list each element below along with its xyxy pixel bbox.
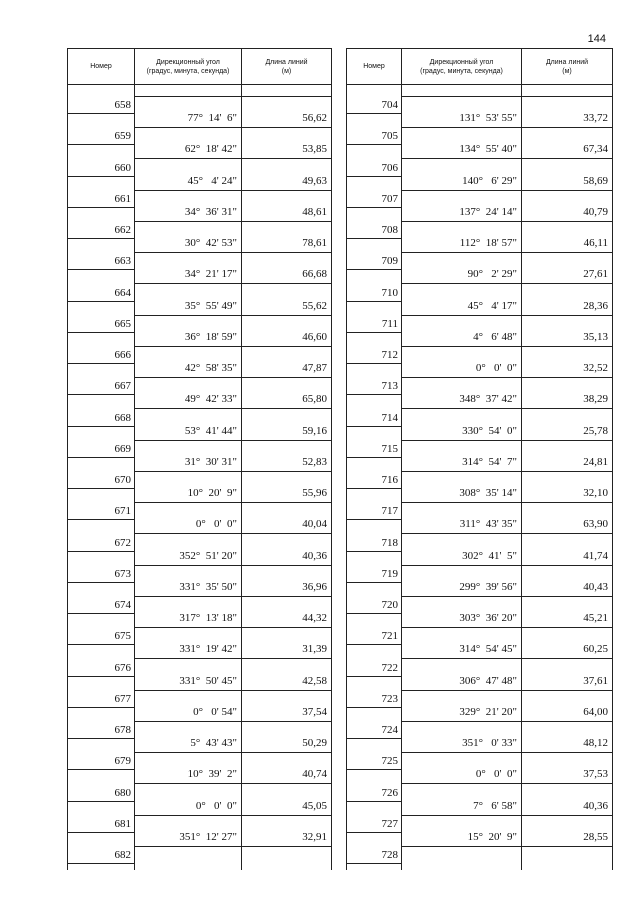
direction-angle: 15° 20' 9"	[467, 830, 517, 843]
point-row-line	[68, 176, 134, 177]
point-number: 704	[381, 99, 398, 111]
header-length-title: Длина линий	[265, 58, 308, 66]
segment-row-line	[401, 627, 612, 628]
direction-angle: 42° 58' 35"	[184, 362, 237, 374]
line-length: 58,69	[583, 174, 608, 187]
header-number: Номер	[90, 63, 112, 70]
segment-row-line	[401, 783, 612, 784]
point-row-line	[347, 457, 401, 458]
segment-row-line	[401, 690, 612, 691]
direction-angle: 35° 55' 49"	[184, 299, 237, 312]
line-length: 40,04	[302, 518, 327, 531]
point-row-line	[347, 551, 401, 552]
line-length: 31,39	[302, 643, 327, 656]
segment-row-line	[134, 752, 331, 753]
point-row-line	[68, 144, 134, 145]
direction-angle: 299° 39' 56"	[459, 580, 517, 593]
direction-angle: 317° 13' 18"	[179, 612, 237, 624]
segment-row-line	[401, 221, 612, 222]
point-number: 669	[114, 442, 131, 455]
point-row-line	[347, 332, 401, 333]
segment-row-line	[134, 721, 331, 722]
point-number: 714	[381, 411, 398, 424]
line-length: 40,74	[302, 768, 327, 781]
header-angle-units: (градус, минута, секунда)	[420, 67, 503, 75]
point-row-line	[68, 863, 134, 864]
point-number: 681	[114, 817, 131, 830]
line-length: 45,21	[583, 612, 608, 624]
point-row-line	[347, 613, 401, 614]
segment-row-line	[401, 752, 612, 753]
blank-row-line	[401, 96, 612, 97]
point-number: 716	[381, 474, 398, 486]
line-length: 50,29	[302, 737, 327, 749]
segment-row-line	[134, 252, 331, 253]
point-row-line	[347, 207, 401, 208]
line-length: 32,10	[583, 487, 608, 499]
line-length: 28,36	[583, 299, 608, 312]
point-number: 663	[114, 255, 131, 268]
line-length: 63,90	[583, 518, 608, 531]
point-number: 678	[114, 724, 131, 736]
point-row-line	[347, 363, 401, 364]
point-row-line	[68, 363, 134, 364]
point-row-line	[68, 519, 134, 520]
point-row-line	[68, 207, 134, 208]
point-number: 677	[114, 692, 131, 705]
point-number: 711	[381, 317, 398, 330]
point-row-line	[68, 832, 134, 833]
direction-angle: 53° 41' 44"	[184, 424, 237, 437]
point-row-line	[68, 801, 134, 802]
point-row-line	[68, 269, 134, 270]
point-number: 721	[381, 630, 398, 643]
point-number: 666	[114, 349, 131, 361]
direction-angle: 302° 41' 5"	[462, 549, 517, 562]
line-length: 59,16	[302, 424, 327, 437]
point-row-line	[68, 738, 134, 739]
point-row-line	[347, 519, 401, 520]
line-length: 37,53	[583, 768, 608, 781]
page-number: 144	[587, 33, 606, 45]
point-number: 720	[381, 599, 398, 611]
point-row-line	[68, 707, 134, 708]
point-number: 705	[381, 130, 398, 143]
point-number: 724	[381, 724, 398, 736]
point-row-line	[347, 738, 401, 739]
header-length-title: Длина линий	[545, 58, 589, 66]
direction-angle: 0° 0' 0"	[195, 799, 237, 812]
point-row-line	[68, 301, 134, 302]
point-number: 659	[114, 130, 131, 143]
line-length: 40,36	[302, 549, 327, 562]
header-angle-title: Дирекционный угол	[429, 58, 494, 66]
segment-row-line	[401, 315, 612, 316]
point-row-line	[347, 644, 401, 645]
point-row-line	[347, 863, 401, 864]
segment-row-line	[134, 440, 331, 441]
segment-row-line	[401, 596, 612, 597]
point-number: 676	[114, 661, 131, 674]
table-header	[347, 48, 612, 85]
header-number: Номер	[363, 63, 385, 70]
header-length	[522, 49, 612, 84]
header-angle	[402, 49, 521, 84]
line-length: 60,25	[583, 643, 608, 656]
direction-angle: 331° 50' 45"	[179, 674, 237, 687]
segment-row-line	[401, 283, 612, 284]
direction-angle: 351° 0' 33"	[462, 737, 517, 749]
direction-angle: 131° 53' 55"	[459, 112, 517, 124]
direction-angle: 308° 35' 14"	[459, 487, 517, 499]
line-length: 41,74	[583, 549, 608, 562]
direction-angle: 4° 6' 48"	[473, 330, 517, 343]
line-length: 48,12	[583, 737, 608, 749]
point-row-line	[347, 144, 401, 145]
line-length: 56,62	[302, 112, 327, 124]
segment-row-line	[134, 815, 331, 816]
point-number: 715	[381, 442, 398, 455]
point-number: 710	[381, 286, 398, 299]
segment-row-line	[134, 533, 331, 534]
point-number: 708	[381, 224, 398, 236]
point-number: 725	[381, 755, 398, 768]
point-row-line	[347, 238, 401, 239]
line-length: 32,52	[583, 362, 608, 374]
header-length-units: (м)	[281, 67, 292, 75]
direction-angle: 137° 24' 14"	[459, 205, 517, 218]
line-length: 36,96	[302, 580, 327, 593]
line-length: 66,68	[302, 268, 327, 281]
direction-angle: 31° 30' 31"	[184, 455, 237, 468]
point-row-line	[347, 301, 401, 302]
table-header	[68, 48, 331, 85]
point-number: 680	[114, 786, 131, 799]
header-angle	[135, 49, 241, 84]
point-number: 709	[381, 255, 398, 268]
direction-angle: 134° 55' 40"	[459, 143, 517, 156]
segment-row-line	[401, 440, 612, 441]
direction-angle: 330° 54' 0"	[462, 424, 517, 437]
direction-angle: 303° 36' 20"	[459, 612, 517, 624]
segment-row-line	[134, 565, 331, 566]
line-length: 48,61	[302, 205, 327, 218]
point-number: 674	[114, 599, 131, 611]
direction-angle: 0° 0' 0"	[475, 362, 517, 374]
point-number: 660	[114, 161, 131, 174]
point-number: 658	[114, 99, 131, 111]
segment-row-line	[134, 315, 331, 316]
point-row-line	[347, 769, 401, 770]
line-length: 52,83	[302, 455, 327, 468]
point-number: 662	[114, 224, 131, 236]
segment-row-line	[134, 127, 331, 128]
direction-angle: 77° 14' 6"	[187, 112, 237, 124]
line-length: 24,81	[583, 455, 608, 468]
segment-row-line	[134, 846, 331, 847]
point-row-line	[347, 707, 401, 708]
blank-row-line	[134, 96, 331, 97]
point-number: 723	[381, 692, 398, 705]
direction-angle: 49° 42' 33"	[184, 393, 237, 406]
segment-row-line	[134, 658, 331, 659]
direction-angle: 140° 6' 29"	[462, 174, 517, 187]
point-row-line	[347, 176, 401, 177]
line-length: 37,54	[302, 705, 327, 718]
point-row-line	[68, 113, 134, 114]
point-number: 728	[381, 849, 398, 861]
line-length: 33,72	[583, 112, 608, 124]
direction-angle: 112° 18' 57"	[459, 237, 517, 249]
segment-row-line	[401, 471, 612, 472]
segment-row-line	[401, 408, 612, 409]
direction-angle: 352° 51' 20"	[179, 549, 237, 562]
direction-angle: 314° 54' 45"	[459, 643, 517, 656]
segment-row-line	[134, 502, 331, 503]
point-number: 665	[114, 317, 131, 330]
direction-angle: 331° 35' 50"	[179, 580, 237, 593]
point-row-line	[347, 426, 401, 427]
point-number: 664	[114, 286, 131, 299]
direction-angle: 45° 4' 24"	[187, 174, 237, 187]
segment-row-line	[134, 346, 331, 347]
point-number: 673	[114, 567, 131, 580]
direction-angle: 36° 18' 59"	[184, 330, 237, 343]
segment-row-line	[134, 221, 331, 222]
line-length: 64,00	[583, 705, 608, 718]
direction-angle: 0° 0' 0"	[475, 768, 517, 781]
point-number: 679	[114, 755, 131, 768]
point-row-line	[347, 801, 401, 802]
point-row-line	[68, 644, 134, 645]
line-length: 35,13	[583, 330, 608, 343]
point-number: 726	[381, 786, 398, 799]
segment-row-line	[401, 127, 612, 128]
segment-row-line	[401, 533, 612, 534]
segment-row-line	[401, 252, 612, 253]
point-number: 667	[114, 380, 131, 393]
line-length: 40,43	[583, 580, 608, 593]
header-length	[242, 49, 331, 84]
segment-row-line	[401, 377, 612, 378]
line-length: 37,61	[583, 674, 608, 687]
direction-angle: 45° 4' 17"	[467, 299, 517, 312]
point-number: 719	[381, 567, 398, 580]
line-length: 42,58	[302, 674, 327, 687]
segment-row-line	[401, 190, 612, 191]
line-length: 45,05	[302, 799, 327, 812]
point-number: 712	[381, 349, 398, 361]
point-row-line	[68, 551, 134, 552]
segment-row-line	[134, 596, 331, 597]
direction-angle: 30° 42' 53"	[184, 237, 237, 249]
point-number: 718	[381, 536, 398, 549]
segment-row-line	[401, 721, 612, 722]
point-row-line	[68, 613, 134, 614]
direction-angle: 62° 18' 42"	[184, 143, 237, 156]
segment-row-line	[134, 377, 331, 378]
direction-angle: 34° 21' 17"	[184, 268, 237, 281]
point-row-line	[68, 488, 134, 489]
point-row-line	[347, 832, 401, 833]
direction-angle: 0° 0' 54"	[193, 705, 237, 718]
direction-angle: 306° 47' 48"	[459, 674, 517, 687]
point-number: 717	[381, 505, 398, 518]
header-angle-title: Дирекционный угол	[156, 58, 220, 66]
segment-row-line	[401, 502, 612, 503]
right-table	[346, 48, 613, 870]
line-length: 46,11	[583, 237, 608, 249]
direction-angle: 329° 21' 20"	[459, 705, 517, 718]
line-length: 55,96	[302, 487, 327, 499]
segment-row-line	[401, 346, 612, 347]
point-row-line	[347, 113, 401, 114]
point-number: 661	[114, 192, 131, 205]
direction-angle: 348° 37' 42"	[459, 393, 517, 406]
segment-row-line	[134, 408, 331, 409]
segment-row-line	[401, 565, 612, 566]
segment-row-line	[134, 627, 331, 628]
point-row-line	[347, 582, 401, 583]
point-row-line	[68, 238, 134, 239]
line-length: 65,80	[302, 393, 327, 406]
point-number: 671	[114, 505, 131, 518]
segment-row-line	[134, 783, 331, 784]
point-row-line	[347, 676, 401, 677]
point-number: 727	[381, 817, 398, 830]
direction-angle: 351° 12' 27"	[179, 830, 237, 843]
line-length: 55,62	[302, 299, 327, 312]
segment-row-line	[401, 815, 612, 816]
point-row-line	[347, 488, 401, 489]
segment-row-line	[134, 158, 331, 159]
segment-row-line	[401, 846, 612, 847]
line-length: 25,78	[583, 424, 608, 437]
left-table	[67, 48, 332, 870]
line-length: 67,34	[583, 143, 608, 156]
direction-angle: 0° 0' 0"	[195, 518, 237, 531]
point-number: 682	[114, 849, 131, 861]
line-length: 53,85	[302, 143, 327, 156]
direction-angle: 311° 43' 35"	[459, 518, 517, 531]
direction-angle: 7° 6' 58"	[473, 799, 517, 812]
point-row-line	[68, 769, 134, 770]
point-row-line	[68, 457, 134, 458]
point-row-line	[68, 426, 134, 427]
segment-row-line	[134, 190, 331, 191]
line-length: 27,61	[583, 268, 608, 281]
line-length: 47,87	[302, 362, 327, 374]
header-length-units: (м)	[562, 67, 572, 75]
direction-angle: 5° 43' 43"	[190, 737, 237, 749]
point-number: 707	[381, 192, 398, 205]
direction-angle: 331° 19' 42"	[179, 643, 237, 656]
segment-row-line	[134, 690, 331, 691]
direction-angle: 34° 36' 31"	[184, 205, 237, 218]
point-number: 722	[381, 661, 398, 674]
direction-angle: 90° 2' 29"	[467, 268, 517, 281]
point-row-line	[68, 582, 134, 583]
line-length: 38,29	[583, 393, 608, 406]
segment-row-line	[134, 283, 331, 284]
line-length: 49,63	[302, 174, 327, 187]
point-number: 668	[114, 411, 131, 424]
direction-angle: 10° 39' 2"	[187, 768, 237, 781]
header-angle-units: (градус, минута, секунда)	[146, 67, 230, 75]
point-number: 670	[114, 474, 131, 486]
line-length: 78,61	[302, 237, 327, 249]
point-number: 675	[114, 630, 131, 643]
segment-row-line	[134, 471, 331, 472]
direction-angle: 314° 54' 7"	[462, 455, 517, 468]
point-number: 672	[114, 536, 131, 549]
line-length: 32,91	[302, 830, 327, 843]
line-length: 28,55	[583, 830, 608, 843]
segment-row-line	[401, 658, 612, 659]
segment-row-line	[401, 158, 612, 159]
point-row-line	[347, 269, 401, 270]
point-number: 713	[381, 380, 398, 393]
direction-angle: 10° 20' 9"	[187, 487, 237, 499]
line-length: 40,79	[583, 205, 608, 218]
point-row-line	[68, 676, 134, 677]
point-number: 706	[381, 161, 398, 174]
point-row-line	[347, 394, 401, 395]
point-row-line	[68, 332, 134, 333]
line-length: 44,32	[302, 612, 327, 624]
line-length: 46,60	[302, 330, 327, 343]
point-row-line	[68, 394, 134, 395]
line-length: 40,36	[583, 799, 608, 812]
